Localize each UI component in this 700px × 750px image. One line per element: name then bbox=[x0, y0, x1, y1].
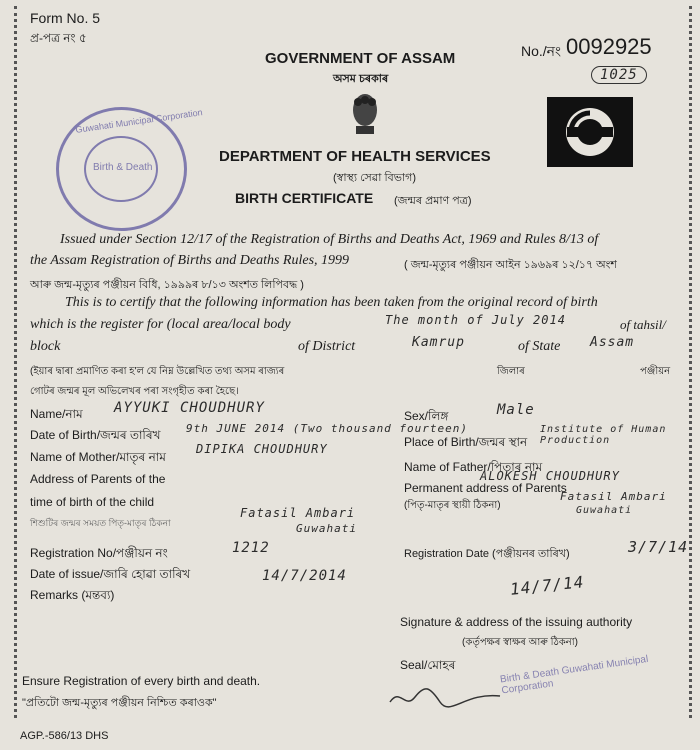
certificate-title: BIRTH CERTIFICATE bbox=[235, 190, 374, 206]
permanent-address-label: Permanent address of Parents bbox=[404, 481, 567, 495]
seal-ring-text: Guwahati Municipal Corporation bbox=[74, 107, 204, 135]
permanent-address-value-line-1: Fatasil Ambari bbox=[560, 490, 667, 503]
government-heading: GOVERNMENT OF ASSAM bbox=[265, 50, 456, 67]
mother-label: Name of Mother/মাতৃৰ নাম bbox=[30, 450, 166, 464]
address-label-line-2: time of birth of the child bbox=[30, 495, 155, 509]
department-heading: DEPARTMENT OF HEALTH SERVICES bbox=[219, 148, 491, 165]
serial-number: 0092925 bbox=[566, 34, 652, 59]
preamble-line-2-assamese: ( জন্ম-মৃত্যুৰ পঞ্জীয়ন আইন ১৯৬৯ৰ ১২/১৭ অংশ bbox=[404, 259, 617, 271]
district-value: Kamrup bbox=[412, 335, 465, 350]
preamble-line-6b: of District bbox=[298, 339, 356, 354]
signature-date: 14/7/14 bbox=[509, 572, 586, 599]
serial-handwritten: 1025 bbox=[591, 66, 647, 84]
father-value: ALOKESH CHOUDHURY bbox=[480, 469, 620, 483]
preamble-line-4: This is to certify that the following information has been taken from the original record of birth bbox=[65, 295, 598, 310]
health-department-logo bbox=[547, 97, 633, 167]
sex-label: Sex/লিঙ্গ bbox=[404, 409, 449, 423]
preamble-line-6c: of State bbox=[518, 339, 561, 354]
address-value-line-2: Guwahati bbox=[296, 522, 357, 535]
signature-label: Signature & address of the issuing authority bbox=[400, 615, 633, 629]
preamble-line-5b: of tahsil/ bbox=[620, 317, 666, 332]
issue-date-label: Date of issue/জাৰি হোৱা তাৰিখ bbox=[30, 567, 191, 581]
seal-center-text: Birth & Death bbox=[93, 162, 153, 173]
remarks-label: Remarks (মন্তব্য) bbox=[30, 588, 115, 602]
preamble-line-7c-assamese: পঞ্জীয়ন bbox=[640, 366, 671, 377]
certificate-title-assamese: (জন্মৰ প্ৰমাণ পত্ৰ) bbox=[394, 195, 472, 207]
permanent-address-label-assamese: (পিতৃ-মাতৃৰ স্থায়ী ঠিকনা) bbox=[404, 500, 501, 511]
registration-number-value: 1212 bbox=[232, 540, 270, 556]
national-emblem-icon bbox=[348, 90, 382, 138]
dob-label: Date of Birth/জন্মৰ তাৰিখ bbox=[30, 428, 161, 442]
preamble-line-2: the Assam Registration of Births and Deaths Rules, 1999 bbox=[30, 253, 350, 268]
local-area-value: The month of July 2014 bbox=[385, 313, 566, 327]
preamble-line-6a: block bbox=[30, 339, 61, 354]
registration-number-label: Registration No/পঞ্জীয়ন নং bbox=[30, 546, 168, 560]
registration-date-label: Registration Date (পঞ্জীয়নৰ তাৰিখ) bbox=[404, 548, 570, 560]
registration-date-value: 3/7/14 bbox=[628, 538, 689, 556]
preamble-line-8-assamese: গোটৰ জন্মৰ মূল অভিলেখৰ পৰা সংগৃহীত কৰা হৈছে। bbox=[30, 386, 239, 397]
sex-value: Male bbox=[497, 402, 535, 418]
preamble-line-1: Issued under Section 12/17 of the Registration of Births and Deaths Act, 1969 and Rules 8/13 of bbox=[60, 232, 599, 247]
health-logo-icon bbox=[547, 97, 633, 167]
form-number: Form No. 5 bbox=[30, 10, 101, 26]
government-heading-assamese: অসম চৰকাৰ bbox=[333, 73, 389, 85]
issuing-authority-stamp: Birth & Death Guwahati Municipal Corporation bbox=[499, 653, 649, 697]
municipal-seal-stamp bbox=[56, 107, 204, 231]
department-heading-assamese: (স্বাস্থ্য সেৱা বিভাগ) bbox=[333, 172, 417, 184]
ensure-registration-assamese: "প্ৰতিটো জন্ম-মৃত্যুৰ পঞ্জীয়ন নিশ্চিত কৰাওক" bbox=[22, 697, 217, 709]
address-label-assamese: শিশুটিৰ জন্মৰ সময়ত পিতৃ-মাতৃৰ ঠিকনা bbox=[30, 518, 171, 528]
pob-label: Place of Birth/জন্মৰ স্থান bbox=[404, 435, 528, 449]
serial-label: No./নং bbox=[521, 43, 562, 59]
ensure-registration-text: Ensure Registration of every birth and death. bbox=[22, 674, 261, 688]
name-value: AYYUKI CHOUDHURY bbox=[114, 400, 265, 416]
father-label: Name of Father/পিতাৰ নাম bbox=[404, 460, 543, 474]
state-value: Assam bbox=[590, 335, 635, 350]
name-label: Name/নাম bbox=[30, 407, 83, 421]
pob-value: Institute of Human Production bbox=[540, 424, 667, 446]
issue-date-value: 14/7/2014 bbox=[262, 568, 347, 584]
agp-code: AGP.-586/13 DHS bbox=[20, 730, 109, 742]
permanent-address-value-line-2: Guwahati bbox=[576, 505, 633, 516]
preamble-line-7b-assamese: জিলাৰ bbox=[497, 366, 525, 377]
preamble-line-7-assamese: (ইয়াৰ দ্বাৰা প্ৰমাণিত কৰা হ'ল যে নিম্ন উল্লেখিত তথ্য অসম ৰাজ্যৰ bbox=[30, 366, 285, 377]
preamble-line-3-assamese: আৰু জন্ম-মৃত্যুৰ পঞ্জীয়ন বিধি, ১৯৯৯ৰ ৮/১৩ অংশত লিপিবদ্ধ ) bbox=[30, 279, 304, 291]
address-label-line-1: Address of Parents of the bbox=[30, 472, 166, 486]
address-value-line-1: Fatasil Ambari bbox=[240, 506, 356, 520]
signature-scribble-icon bbox=[385, 682, 505, 712]
dob-value: 9th JUNE 2014 (Two thousand fourteen) bbox=[186, 422, 469, 435]
form-number-assamese: প্ৰ-পত্ৰ নং ৫ bbox=[30, 31, 87, 45]
preamble-line-5a: which is the register for (local area/local body bbox=[30, 317, 291, 332]
signature-label-assamese: (কৰ্তৃপক্ষৰ স্বাক্ষৰ আৰু ঠিকনা) bbox=[462, 637, 578, 648]
seal-label: Seal/মোহৰ bbox=[400, 658, 456, 672]
mother-value: DIPIKA CHOUDHURY bbox=[196, 442, 328, 456]
